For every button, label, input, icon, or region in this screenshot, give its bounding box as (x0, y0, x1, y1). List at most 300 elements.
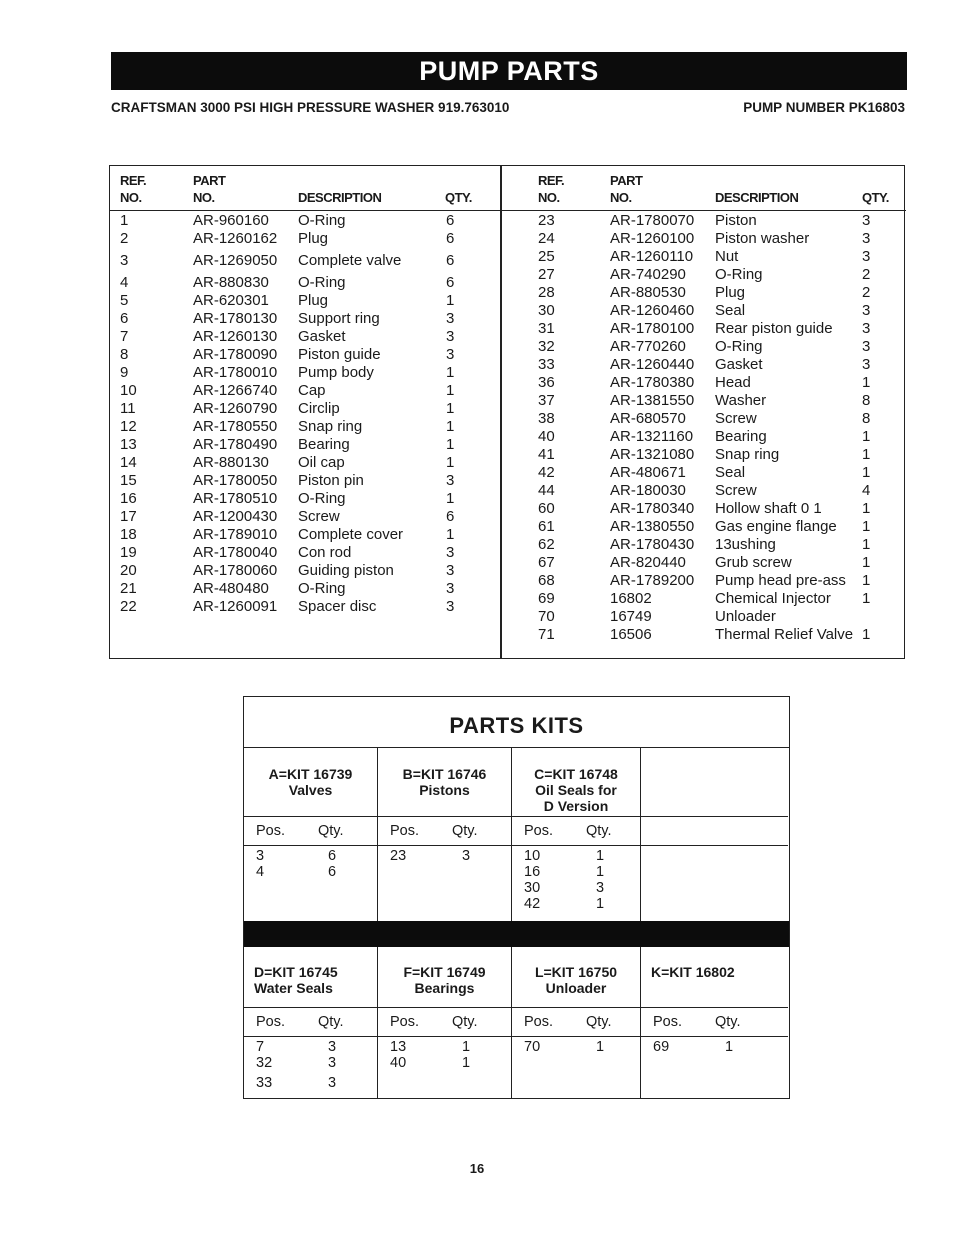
kit-qty: 1 (725, 1039, 734, 1055)
table-row (110, 418, 500, 436)
pos-label: Pos. (390, 1014, 420, 1030)
ref-number: 17 (120, 508, 137, 525)
kits-separator-bar (244, 921, 789, 947)
part-quantity: 3 (862, 338, 871, 355)
kit-name-line: B=KIT 16746 (402, 766, 487, 782)
table-row (110, 310, 500, 328)
part-number: AR-1260790 (193, 400, 278, 417)
ref-number: 33 (538, 356, 555, 373)
kit-qty: 1 (596, 848, 605, 864)
part-description: Pump head pre-ass (715, 572, 846, 589)
part-description: Pump body (298, 364, 374, 381)
kit-values (378, 848, 511, 864)
qty-label: Qty. (586, 823, 612, 839)
part-quantity: 3 (446, 580, 455, 597)
part-quantity: 1 (446, 400, 455, 417)
part-description: Complete cover (298, 526, 404, 543)
ref-number: 11 (120, 400, 136, 417)
kit-name (641, 748, 788, 816)
qty-label: Qty. (318, 823, 344, 839)
ref-number: 60 (538, 500, 555, 517)
part-number: AR-1260130 (193, 328, 278, 345)
kit-item (244, 848, 377, 864)
kit-pos: 42 (524, 896, 541, 912)
part-description: Piston washer (715, 230, 810, 247)
part-quantity: 8 (862, 392, 871, 409)
kit-qty: 3 (328, 1039, 337, 1055)
ref-number: 68 (538, 572, 555, 589)
part-quantity: 4 (862, 482, 871, 499)
table-row (110, 328, 500, 346)
table-row (502, 212, 906, 230)
kit-qty: 3 (328, 1075, 337, 1091)
part-number: AR-480480 (193, 580, 269, 597)
ref-number: 28 (538, 284, 555, 301)
part-quantity: 6 (446, 274, 455, 291)
part-number: AR-1780430 (610, 536, 695, 553)
kit-pos: 69 (653, 1039, 670, 1055)
kit-cell (512, 748, 641, 921)
table-row (502, 446, 906, 464)
pos-label: Pos. (524, 1014, 554, 1030)
part-quantity: 3 (862, 212, 871, 229)
part-number: AR-1780380 (610, 374, 695, 391)
kit-item (512, 1039, 640, 1055)
ref-number: 37 (538, 392, 555, 409)
pump-number: PUMP NUMBER PK16803 (743, 100, 905, 115)
table-row (110, 454, 500, 472)
part-quantity: 3 (862, 320, 871, 337)
table-row (110, 382, 500, 400)
part-quantity: 3 (446, 598, 455, 615)
kits-bottom-row (244, 947, 789, 1098)
part-quantity: 6 (446, 230, 455, 247)
part-quantity: 1 (446, 490, 455, 507)
pos-label: Pos. (524, 823, 554, 839)
kits-title: PARTS KITS (449, 713, 584, 738)
part-description: Oil cap (298, 454, 345, 471)
kit-name (378, 947, 511, 1007)
kit-name (244, 748, 377, 816)
part-number: AR-1321080 (610, 446, 695, 463)
part-number: AR-1780040 (193, 544, 278, 561)
ref-number: 70 (538, 608, 555, 625)
table-row (502, 572, 906, 590)
ref-number: 32 (538, 338, 555, 355)
table-row (110, 274, 500, 292)
part-number: AR-880830 (193, 274, 269, 291)
table-row (502, 500, 906, 518)
kit-pos-qty-header (512, 1007, 640, 1037)
ref-number: 40 (538, 428, 555, 445)
table-row (502, 554, 906, 572)
part-description: Piston guide (298, 346, 381, 363)
part-quantity: 1 (862, 464, 871, 481)
ref-number: 16 (120, 490, 137, 507)
table-row (110, 544, 500, 562)
kit-item (244, 1055, 377, 1071)
part-description: Guiding piston (298, 562, 394, 579)
header-part: PART (193, 173, 226, 188)
kit-pos-qty-header (378, 1007, 511, 1037)
pos-label: Pos. (256, 823, 286, 839)
kit-qty: 1 (596, 1039, 605, 1055)
part-quantity: 3 (862, 230, 871, 247)
part-number: AR-820440 (610, 554, 686, 571)
part-number: 16802 (610, 590, 652, 607)
ref-number: 22 (120, 598, 137, 615)
ref-number: 23 (538, 212, 555, 229)
part-quantity: 1 (446, 418, 455, 435)
header-ref-no: NO. (120, 190, 142, 205)
table-row (110, 526, 500, 544)
part-description: Unloader (715, 608, 776, 625)
table-row (110, 472, 500, 490)
header-description: DESCRIPTION (298, 190, 382, 205)
ref-number: 10 (120, 382, 137, 399)
kit-qty: 3 (462, 848, 471, 864)
part-number: AR-620301 (193, 292, 269, 309)
part-description: Plug (715, 284, 746, 301)
part-quantity: 3 (446, 346, 455, 363)
qty-label: Qty. (586, 1014, 612, 1030)
part-description: O-Ring (298, 490, 346, 507)
ref-number: 71 (538, 626, 555, 643)
part-quantity: 6 (446, 508, 455, 525)
kit-name (512, 947, 640, 1007)
kit-pos: 16 (524, 864, 541, 880)
kit-name-line: Water Seals (254, 980, 333, 996)
part-quantity: 6 (446, 252, 455, 269)
kit-cell (244, 947, 378, 1098)
part-description: Bearing (715, 428, 767, 445)
page-title: PUMP PARTS (419, 56, 599, 86)
part-description: O-Ring (715, 338, 763, 355)
qty-label: Qty. (318, 1014, 344, 1030)
part-quantity: 1 (446, 292, 455, 309)
part-number: AR-1380550 (610, 518, 695, 535)
table-row (502, 392, 906, 410)
part-number: AR-680570 (610, 410, 686, 427)
kit-cell (641, 947, 788, 1098)
table-row (110, 212, 500, 230)
table-row (110, 230, 500, 252)
part-quantity: 1 (446, 454, 455, 471)
ref-number: 31 (538, 320, 555, 337)
header-qty: QTY. (862, 190, 889, 205)
kit-pos: 13 (390, 1039, 407, 1055)
part-description: Complete valve (298, 252, 402, 269)
part-number: AR-770260 (610, 338, 686, 355)
kit-item (244, 864, 377, 880)
ref-number: 2 (120, 230, 129, 247)
pos-label: Pos. (390, 823, 420, 839)
table-row (502, 374, 906, 392)
ref-number: 24 (538, 230, 555, 247)
part-quantity: 2 (862, 284, 871, 301)
part-quantity: 1 (862, 518, 871, 535)
kit-qty: 1 (462, 1039, 471, 1055)
kit-values (244, 1039, 377, 1091)
kit-pos-qty-header (512, 816, 640, 846)
part-number: AR-1260110 (610, 248, 694, 265)
part-description: Snap ring (715, 446, 780, 463)
kit-qty: 6 (328, 864, 337, 880)
kit-pos-qty-header (378, 816, 511, 846)
table-row (110, 508, 500, 526)
part-description: Screw (715, 410, 757, 427)
part-description: Gasket (298, 328, 346, 345)
part-description: Cap (298, 382, 326, 399)
ref-number: 9 (120, 364, 129, 381)
part-description: Chemical Injector (715, 590, 831, 607)
qty-label: Qty. (452, 1014, 478, 1030)
part-description: O-Ring (298, 274, 346, 291)
part-description: Nut (715, 248, 739, 265)
table-row (110, 346, 500, 364)
part-description: Spacer disc (298, 598, 377, 615)
table-row (502, 482, 906, 500)
ref-number: 67 (538, 554, 555, 571)
kit-name-line: D Version (543, 798, 609, 814)
part-quantity: 1 (862, 500, 871, 517)
page-number: 16 (469, 1161, 485, 1176)
part-quantity: 8 (862, 410, 871, 427)
part-number: AR-1200430 (193, 508, 278, 525)
kit-item (641, 1039, 788, 1055)
table-row (502, 410, 906, 428)
part-number: AR-1780490 (193, 436, 278, 453)
part-description: Washer (715, 392, 767, 409)
ref-number: 7 (120, 328, 129, 345)
table-row (502, 608, 906, 626)
qty-label: Qty. (452, 823, 478, 839)
kit-pos: 33 (256, 1075, 273, 1091)
kit-pos: 7 (256, 1039, 265, 1055)
table-row (502, 464, 906, 482)
kit-values (378, 1039, 511, 1071)
kit-name-line: Bearings (414, 980, 475, 996)
part-description: Rear piston guide (715, 320, 833, 337)
table-row (502, 248, 906, 266)
kit-item (378, 1039, 511, 1055)
kit-item (512, 880, 640, 896)
parts-kits-box (243, 696, 790, 1099)
kit-pos-qty-header (244, 1007, 377, 1037)
parts-table (109, 165, 905, 659)
part-quantity: 1 (862, 536, 871, 553)
kit-pos: 30 (524, 880, 541, 896)
part-description: Circlip (298, 400, 340, 417)
part-description: Seal (715, 302, 746, 319)
ref-number: 44 (538, 482, 555, 499)
kit-name-line: Valves (288, 782, 333, 798)
kit-item (378, 848, 511, 864)
table-row (110, 562, 500, 580)
kit-name (244, 947, 377, 1007)
part-description: Bearing (298, 436, 350, 453)
part-number: AR-1780340 (610, 500, 695, 517)
part-description: O-Ring (298, 212, 346, 229)
part-quantity: 1 (446, 526, 455, 543)
part-quantity: 1 (862, 590, 871, 607)
part-quantity: 1 (862, 428, 871, 445)
kit-qty: 1 (462, 1055, 471, 1071)
part-description: Thermal Relief Valve (715, 626, 854, 643)
kit-pos: 40 (390, 1055, 407, 1071)
part-number: AR-880530 (610, 284, 686, 301)
ref-number: 20 (120, 562, 137, 579)
part-quantity: 1 (862, 374, 871, 391)
kit-cell (641, 748, 788, 921)
part-number: AR-1780550 (193, 418, 278, 435)
ref-number: 15 (120, 472, 137, 489)
part-description: Seal (715, 464, 746, 481)
part-number: 16749 (610, 608, 652, 625)
kit-pos: 70 (524, 1039, 541, 1055)
kit-values (641, 1039, 788, 1055)
part-number: AR-1269050 (193, 252, 278, 269)
table-row (110, 490, 500, 508)
kit-pos-qty-header (244, 816, 377, 846)
kit-name (378, 748, 511, 816)
kit-qty: 3 (328, 1055, 337, 1071)
page-banner (111, 52, 907, 90)
part-number: AR-1780100 (610, 320, 695, 337)
ref-number: 18 (120, 526, 137, 543)
table-row (110, 598, 500, 616)
kit-name-line: D=KIT 16745 (254, 964, 338, 980)
kit-cell (512, 947, 641, 1098)
part-quantity: 1 (862, 572, 871, 589)
ref-number: 6 (120, 310, 129, 327)
part-number: AR-1780130 (193, 310, 278, 327)
ref-number: 4 (120, 274, 129, 291)
kit-qty: 1 (596, 896, 605, 912)
part-number: AR-1260460 (610, 302, 695, 319)
ref-number: 62 (538, 536, 555, 553)
part-number: AR-880130 (193, 454, 269, 471)
kit-item (512, 864, 640, 880)
part-description: 13ushing (715, 536, 776, 553)
kit-name-line: L=KIT 16750 (534, 964, 618, 980)
ref-number: 25 (538, 248, 555, 265)
part-number: AR-480671 (610, 464, 686, 481)
ref-number: 27 (538, 266, 555, 283)
part-quantity: 1 (446, 436, 455, 453)
table-row (502, 356, 906, 374)
part-number: AR-1260440 (610, 356, 695, 373)
part-number: AR-1780070 (610, 212, 695, 229)
part-number: AR-1780060 (193, 562, 278, 579)
part-number: AR-960160 (193, 212, 269, 229)
kit-qty: 6 (328, 848, 337, 864)
part-quantity: 3 (862, 248, 871, 265)
header-qty: QTY. (445, 190, 472, 205)
parts-rows-left (110, 212, 500, 616)
kit-name-line: A=KIT 16739 (268, 766, 353, 782)
part-description: Support ring (298, 310, 380, 327)
part-quantity: 2 (862, 266, 871, 283)
table-row (110, 580, 500, 598)
header-part-no: NO. (193, 190, 215, 205)
part-description: Grub screw (715, 554, 792, 571)
kit-name (512, 748, 640, 816)
part-number: AR-1789010 (193, 526, 278, 543)
table-row (502, 266, 906, 284)
table-row (110, 364, 500, 382)
ref-number: 21 (120, 580, 137, 597)
table-row (502, 518, 906, 536)
table-row (502, 428, 906, 446)
ref-number: 5 (120, 292, 129, 309)
ref-number: 36 (538, 374, 555, 391)
kit-name-line: K=KIT 16802 (651, 964, 735, 980)
kit-item (244, 1039, 377, 1055)
part-description: Hollow shaft 0 1 (715, 500, 822, 517)
ref-number: 69 (538, 590, 555, 607)
table-row (502, 230, 906, 248)
part-description: Plug (298, 292, 329, 309)
part-quantity: 1 (862, 626, 871, 643)
kit-pos: 3 (256, 848, 265, 864)
part-description: Piston (715, 212, 757, 229)
table-row (502, 284, 906, 302)
pos-label: Pos. (256, 1014, 286, 1030)
part-number: AR-1321160 (610, 428, 694, 445)
part-number: AR-1780010 (193, 364, 278, 381)
table-row (502, 320, 906, 338)
kit-values (244, 848, 377, 880)
part-description: Screw (298, 508, 340, 525)
kit-name (641, 947, 788, 1007)
table-header (110, 166, 500, 211)
table-row (110, 436, 500, 454)
ref-number: 42 (538, 464, 555, 481)
part-description: Head (715, 374, 751, 391)
part-quantity: 1 (446, 382, 455, 399)
part-description: O-Ring (298, 580, 346, 597)
part-number: AR-180030 (610, 482, 686, 499)
ref-number: 38 (538, 410, 555, 427)
ref-number: 3 (120, 252, 129, 269)
kit-cell (244, 748, 378, 921)
kit-pos: 10 (524, 848, 541, 864)
kit-pos: 23 (390, 848, 407, 864)
ref-number: 14 (120, 454, 137, 471)
part-number: AR-1381550 (610, 392, 695, 409)
kit-name-line: F=KIT 16749 (403, 964, 486, 980)
kit-item (244, 1075, 377, 1091)
part-number: AR-1780050 (193, 472, 278, 489)
ref-number: 41 (538, 446, 555, 463)
part-description: Plug (298, 230, 329, 247)
part-quantity: 6 (446, 212, 455, 229)
part-description: Gas engine flange (715, 518, 837, 535)
ref-number: 30 (538, 302, 555, 319)
table-row (110, 400, 500, 418)
part-number: AR-740290 (610, 266, 686, 283)
kit-name-line: Oil Seals for (535, 782, 617, 798)
kit-qty: 1 (596, 864, 605, 880)
parts-rows-right (502, 212, 906, 644)
part-number: AR-1780090 (193, 346, 278, 363)
kits-title-bar (244, 697, 789, 748)
kits-top-row (244, 748, 789, 921)
kit-pos-qty-header (641, 1007, 788, 1037)
part-description: Gasket (715, 356, 763, 373)
part-number: AR-1260091 (193, 598, 278, 615)
